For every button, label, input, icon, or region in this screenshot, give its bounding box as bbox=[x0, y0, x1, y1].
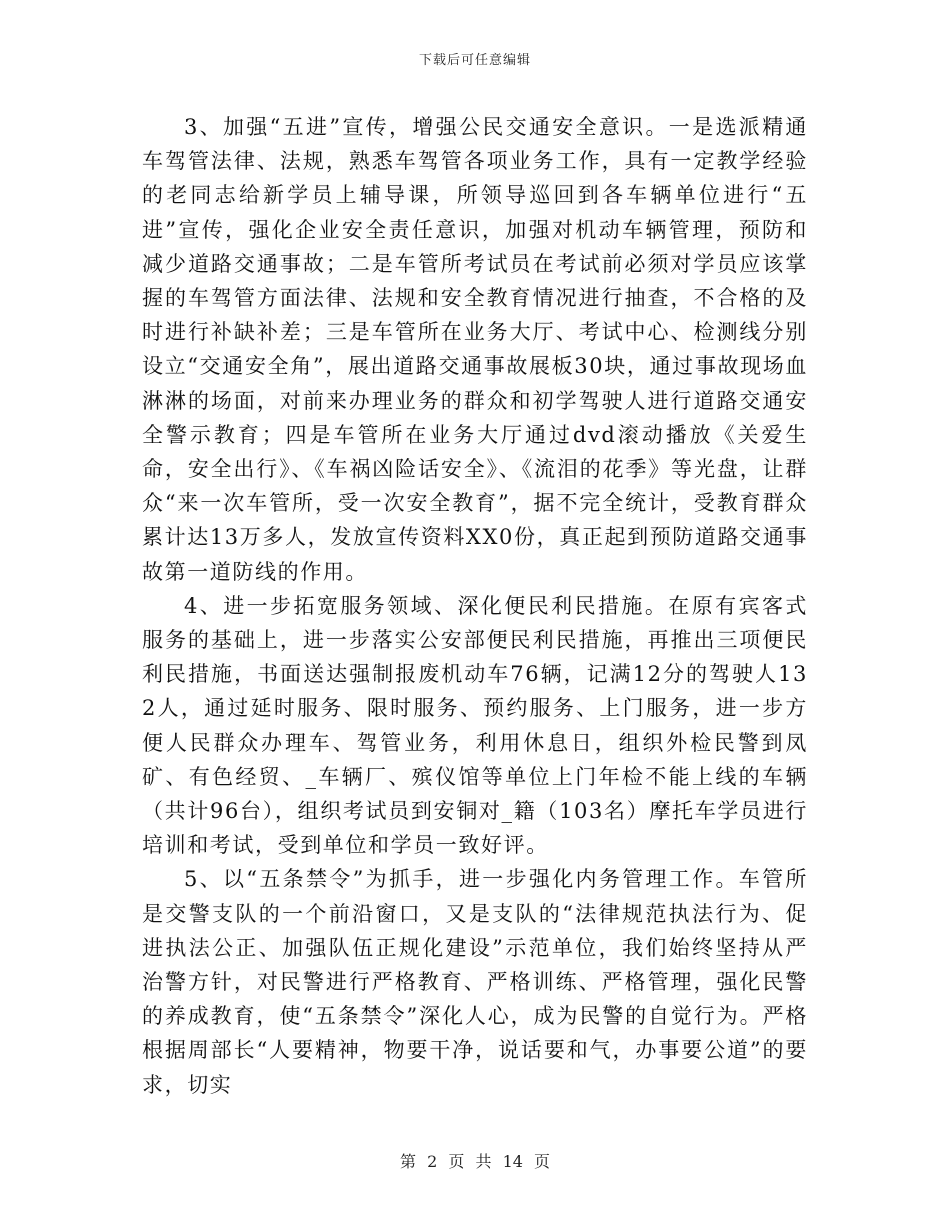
total-pages-number: 14 bbox=[502, 1152, 523, 1171]
footer-total-word: 共 bbox=[475, 1152, 492, 1171]
footer-prefix: 第 bbox=[399, 1152, 416, 1171]
current-page-number: 2 bbox=[427, 1152, 438, 1171]
footer-suffix: 页 bbox=[534, 1152, 551, 1171]
paragraph-4: 4、进一步拓宽服务领域、深化便民利民措施。在原有宾客式服务的基础上，进一步落实公安部便民利民措施，再推出三项便民利民措施，书面送达强制报废机动车76辆，记满12分的驾驶人132人，通过延时服务、限时服务、预约服务、上门服务，进一步方便人民群众办理车、驾管业务，利用休息日，组织外检民警到凤矿、有色经贸、_车辆厂、殡仪馆等单位上门年检不能上线的车辆（共计96台），组织考试员到安铜对_籍（103名）摩托车学员进行培训和考试，受到单位和学员一致好评。 bbox=[142, 593, 808, 858]
page-header: 下载后可任意编辑 bbox=[418, 53, 531, 68]
paragraph-5: 5、以“五条禁令”为抓手，进一步强化内务管理工作。车管所是交警支队的一个前沿窗口，又是支队的“法律规范执法行为、促进执法公正、加强队伍正规化建设”示范单位，我们始终坚持从严治警方针，对民警进行严格教育、严格训练、严格管理，强化民警的养成教育，使“五条禁令”深化人心，成为民警的自觉行为。严格根据周部长“人要精神，物要干净，说话要和气，办事要公道”的要求，切实 bbox=[142, 867, 808, 1097]
page-footer bbox=[0, 1152, 950, 1172]
paragraph-3: 3、加强“五进”宣传，增强公民交通安全意识。一是选派精通车驾管法律、法规，熟悉车驾管各项业务工作，具有一定教学经验的老同志给新学员上辅导课，所领导巡回到各车辆单位进行“五进”宣传，强化企业安全责任意识，加强对机动车辆管理，预防和减少道路交通事故；二是车管所考试员在考试前必须对学员应该掌握的车驾管方面法律、法规和安全教育情况进行抽查，不合格的及时进行补缺补差；三是车管所在业务大厅、考试中心、检测线分别设立“交通安全角”，展出道路交通事故展板30块，通过事故现场血淋淋的场面，对前来办理业务的群众和初学驾驶人进行道路交通安全警示教育；四是车管所在业务大厅通过dvd滚动播放《关爱生命，安全出行》、《车祸凶险话安全》、《流泪的花季》等光盘，让群众“来一次车管所，受一次安全教育”，据不完全统计，受教育群众累计达13万多人，发放宣传资料XX0份，真正起到预防道路交通事故第一道防线的作用。 bbox=[142, 115, 808, 584]
footer-page-word: 页 bbox=[448, 1152, 465, 1171]
document-body bbox=[142, 110, 808, 1102]
